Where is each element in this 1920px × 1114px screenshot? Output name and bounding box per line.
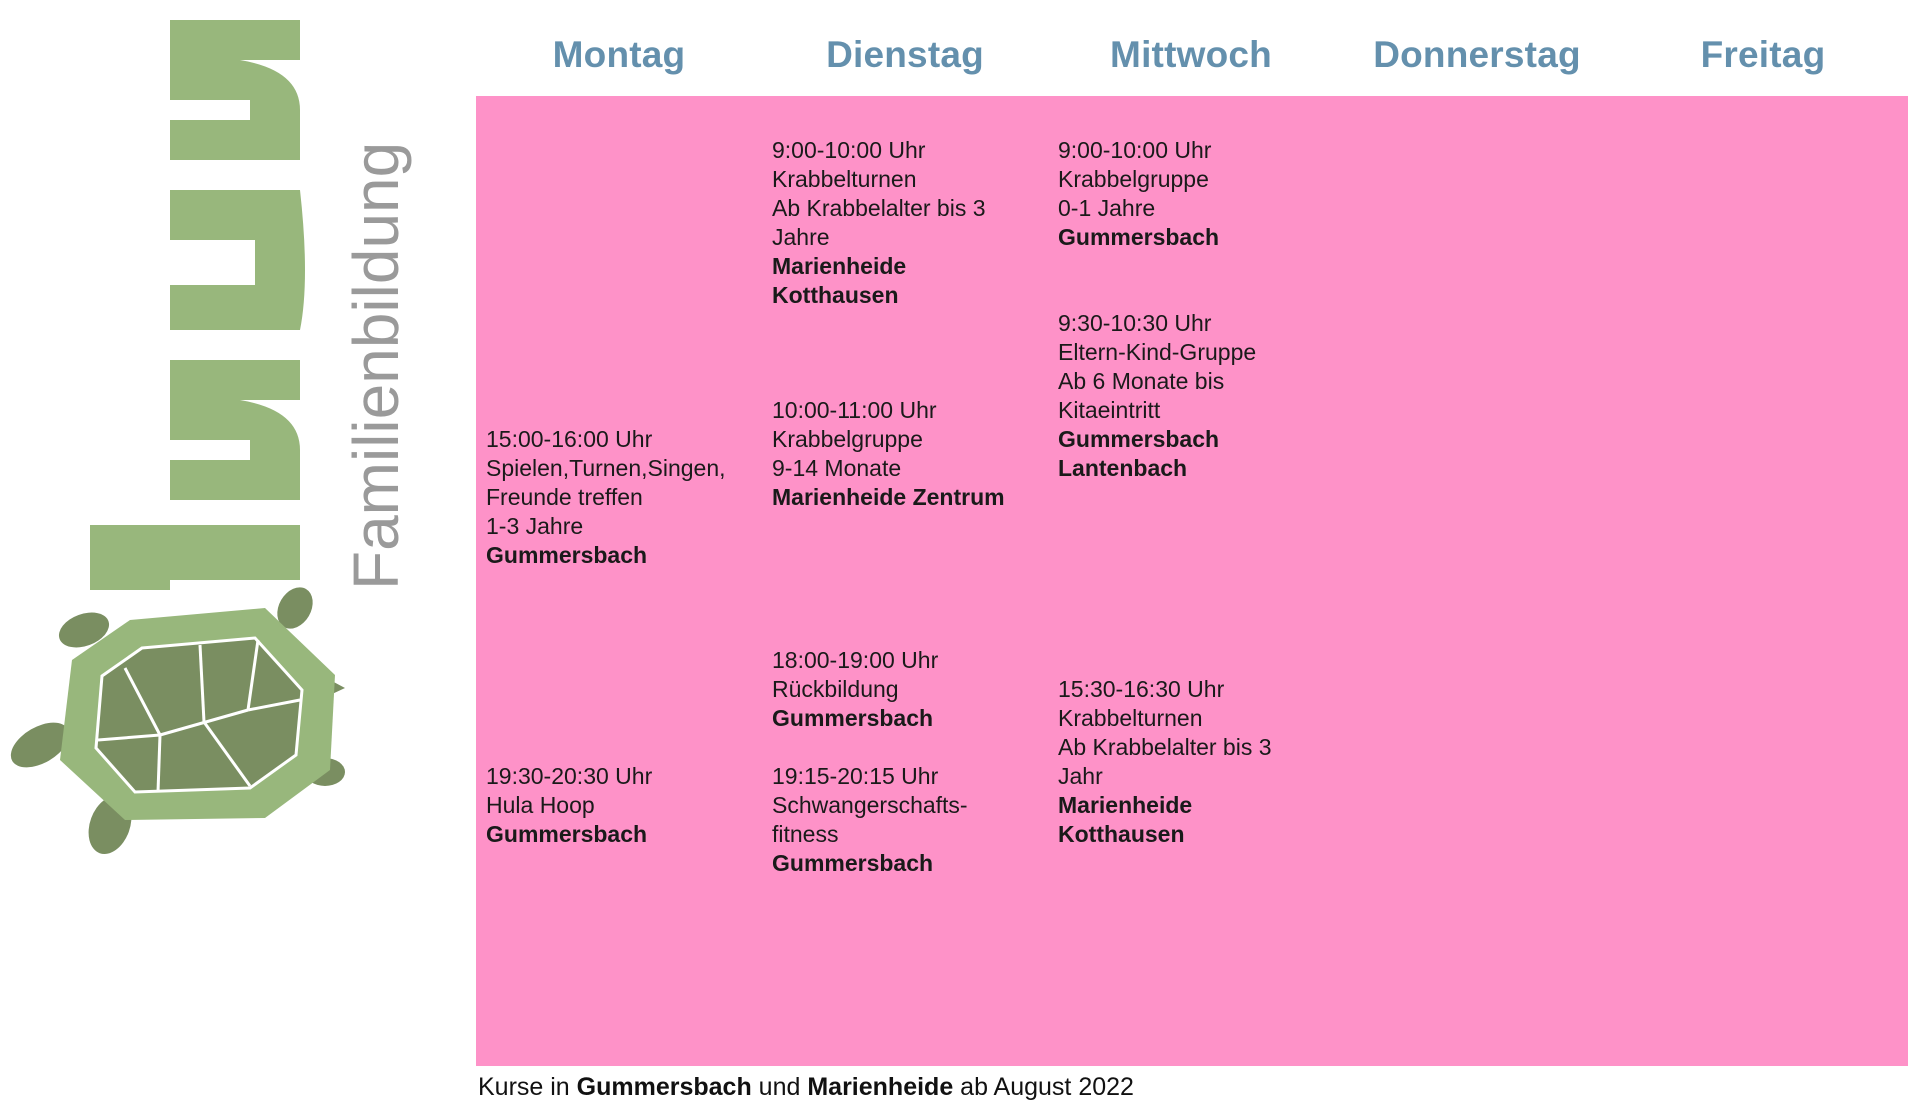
footer-city-gummersbach: Gummersbach	[576, 1073, 752, 1101]
logo-subtitle: Familienbildung	[340, 141, 412, 590]
header-freitag: Freitag	[1700, 34, 1826, 75]
course-location: Gummersbach	[772, 705, 934, 731]
course-entry	[486, 425, 766, 570]
course-entry	[772, 646, 1052, 733]
course-title: Spielen,Turnen,Singen,	[486, 455, 726, 481]
course-time: 19:15-20:15 Uhr	[772, 763, 939, 789]
course-title: Eltern-Kind-Gruppe	[1058, 339, 1257, 365]
course-time: 19:30-20:30 Uhr	[486, 763, 653, 789]
course-age: 0-1 Jahre	[1058, 195, 1156, 221]
course-location: Gummersbach	[1058, 426, 1220, 452]
course-entry	[486, 762, 766, 849]
course-time: 15:30-16:30 Uhr	[1058, 676, 1225, 702]
footer-prefix: Kurse in	[478, 1073, 577, 1101]
header-mittwoch: Mittwoch	[1110, 34, 1272, 75]
schedule-panel	[476, 96, 1908, 1066]
course-time: 18:00-19:00 Uhr	[772, 647, 939, 673]
course-location: Marienheide	[1058, 792, 1193, 818]
course-age: Kitaeintritt	[1058, 397, 1161, 423]
footer-note	[478, 1073, 1134, 1102]
course-age: Jahre	[772, 224, 830, 250]
footer-suffix: ab August 2022	[953, 1073, 1134, 1101]
course-entry	[1058, 309, 1338, 483]
turtle-logo-icon	[0, 0, 430, 860]
course-location: Kotthausen	[1058, 821, 1185, 847]
course-location: Gummersbach	[486, 821, 648, 847]
course-age: 1-3 Jahre	[486, 513, 584, 539]
course-time: 9:30-10:30 Uhr	[1058, 310, 1212, 336]
course-location: Kotthausen	[772, 282, 899, 308]
ohana-logo	[0, 0, 430, 860]
course-time: 9:00-10:00 Uhr	[1058, 137, 1212, 163]
course-location: Gummersbach	[486, 542, 648, 568]
course-entry	[1058, 136, 1338, 252]
course-title: Schwangerschafts-	[772, 792, 968, 818]
course-time: 10:00-11:00 Uhr	[772, 397, 937, 423]
footer-mid: und	[751, 1073, 808, 1101]
course-title: Krabbelgruppe	[772, 426, 923, 452]
course-title: Rückbildung	[772, 676, 899, 702]
course-title: Freunde treffen	[486, 484, 643, 510]
course-location: Gummersbach	[1058, 224, 1220, 250]
course-entry	[1058, 675, 1338, 849]
course-time: 9:00-10:00 Uhr	[772, 137, 926, 163]
course-entry	[772, 762, 1052, 878]
course-entry	[772, 396, 1052, 512]
header-montag: Montag	[552, 34, 686, 75]
footer-city-marienheide: Marienheide	[807, 1073, 954, 1101]
course-location: Gummersbach	[772, 850, 934, 876]
course-age: Ab 6 Monate bis	[1058, 368, 1225, 394]
course-entry	[772, 136, 1052, 310]
course-age: Ab Krabbelalter bis 3	[772, 195, 986, 221]
course-title: Krabbelgruppe	[1058, 166, 1209, 192]
course-location: Marienheide Zentrum	[772, 484, 1005, 510]
course-title: Krabbelturnen	[772, 166, 917, 192]
header-dienstag: Dienstag	[826, 34, 984, 75]
course-title: fitness	[772, 821, 839, 847]
course-title: Hula Hoop	[486, 792, 595, 818]
course-age: 9-14 Monate	[772, 455, 902, 481]
course-age: Ab Krabbelalter bis 3	[1058, 734, 1272, 760]
course-time: 15:00-16:00 Uhr	[486, 426, 653, 452]
course-age: Jahr	[1058, 763, 1103, 789]
course-location: Marienheide	[772, 253, 907, 279]
course-location: Lantenbach	[1058, 455, 1188, 481]
course-title: Krabbelturnen	[1058, 705, 1203, 731]
header-donnerstag: Donnerstag	[1373, 34, 1581, 75]
